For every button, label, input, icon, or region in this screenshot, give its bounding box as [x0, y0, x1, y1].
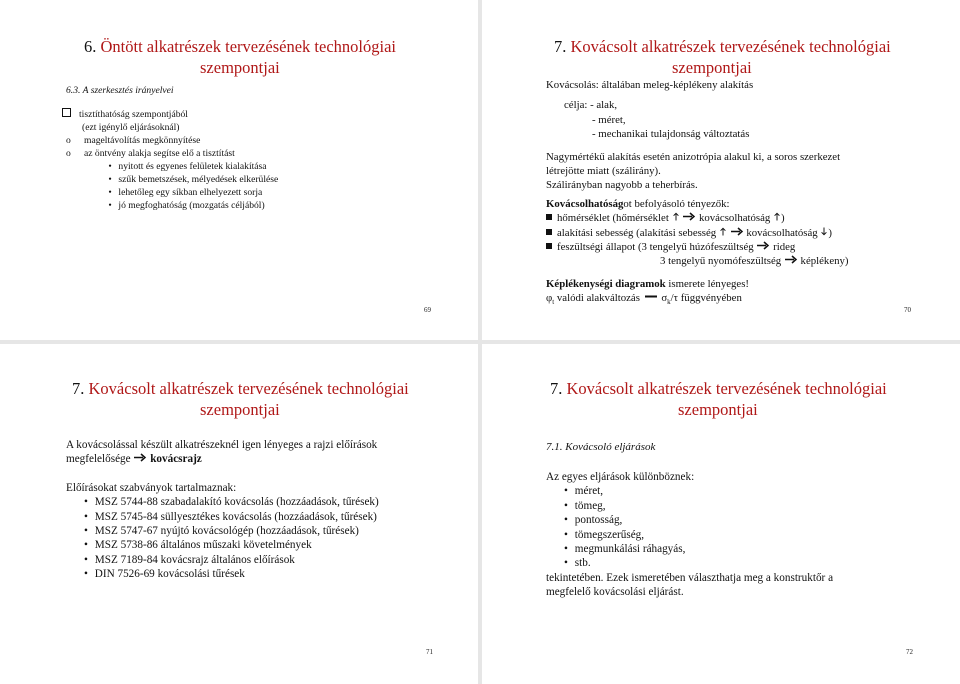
page-number: 69: [424, 306, 431, 314]
para-line: A kovácsolással készült alkatrészeknél igen lényeges a rajzi előírások: [66, 439, 378, 451]
para-line: Az egyes eljárások különböznek:: [546, 471, 695, 483]
factors-heading: Kovácsolhatóságot befolyásoló tényezők:: [546, 197, 730, 210]
checkbox-line: tisztíthatóság szempontjából: [62, 108, 278, 121]
title-number: 7.: [550, 379, 563, 398]
o-item: o az öntvény alakja segítse elő a tisztítást: [62, 147, 278, 160]
title-line2: szempontjai: [200, 58, 280, 77]
slide-page-72: [482, 344, 960, 684]
bullet-item: • szűk bemetszések, mélyedések elkerülése: [62, 173, 278, 186]
content-block: [546, 470, 833, 600]
para-line: Előírásokat szabványok tartalmaznak:: [66, 481, 237, 494]
content-block: [66, 438, 379, 582]
list-item: • pontosság,: [546, 513, 833, 527]
intro-line: Kovácsolás: általában meleg-képlékeny alakítás: [546, 79, 754, 91]
standard-item: • DIN 7526-69 kovácsolási tűrések: [66, 567, 379, 581]
bullet-item: • nyitott és egyenes felületek kialakítása: [62, 160, 278, 173]
standard-item: • MSZ 5747-67 nyújtó kovácsológép (hozzáadások, tűrések): [66, 524, 379, 538]
para-line: Szálirányban nagyobb a teherbírás.: [546, 179, 698, 192]
slide-page-71: [0, 344, 478, 684]
title-red-text: Kovácsolt alkatrészek tervezésének technológiai: [88, 379, 409, 398]
dash-line-icon: [643, 291, 659, 302]
section-subtitle: 6.3. A szerkesztés irányelvei: [66, 85, 174, 96]
standard-item: • MSZ 5744-88 szabadalakító kovácsolás (hozzáadások, tűrések): [66, 495, 379, 509]
slide-title: [550, 378, 887, 420]
dot-bullet-icon: •: [84, 553, 88, 566]
arrow-up-icon: [773, 211, 781, 222]
dot-bullet-icon: •: [108, 200, 112, 211]
para-line: Nagymértékű alakítás esetén anizotrópia alakul ki, a soros szerkezet: [546, 150, 841, 163]
bullet-item: • lehetőleg egy síkban elhelyezett sorja: [62, 186, 278, 199]
list-item: • megmunkálási ráhagyás,: [546, 542, 833, 556]
dot-bullet-icon: •: [108, 187, 112, 198]
dot-bullet-icon: •: [84, 539, 88, 552]
factor-item: hőmérséklet (hőmérséklet kovácsolhatóság ): [546, 211, 849, 225]
title-line2: szempontjai: [678, 400, 758, 419]
arrow-up-icon: [719, 226, 727, 237]
content-block: [546, 78, 849, 310]
note-line: (ezt igénylő eljárásoknál): [82, 122, 180, 133]
title-number: 7.: [554, 37, 567, 56]
circle-bullet-icon: o: [66, 135, 71, 146]
list-item: • tömeg,: [546, 499, 833, 513]
title-red-text: Kovácsolt alkatrészek tervezésének technológiai: [570, 37, 891, 56]
dot-bullet-icon: •: [84, 510, 88, 523]
slide-page-70: [482, 0, 960, 340]
para-line: megfelelő kovácsolási eljárást.: [546, 586, 684, 599]
square-bullet-icon: [546, 243, 552, 249]
page-number: 71: [426, 648, 433, 656]
title-red-text: Öntött alkatrészek tervezésének technológiai: [100, 37, 396, 56]
list-item: • stb.: [546, 556, 833, 570]
list-item: • méret,: [546, 484, 833, 498]
factor-item: 3 tengelyű nyomófeszültség képlékeny): [660, 255, 849, 268]
dot-bullet-icon: •: [108, 174, 112, 185]
checkbox-bullet-icon: [62, 108, 71, 117]
arrow-down-icon: [820, 226, 828, 237]
bullet-item: • jó megfoghatóság (mozgatás céljából): [62, 199, 278, 212]
dot-bullet-icon: •: [564, 557, 568, 570]
dot-bullet-icon: •: [564, 528, 568, 541]
standard-item: • MSZ 5745-84 süllyesztékes kovácsolás (hozzáadások, tűrések): [66, 510, 379, 524]
goal-line: - méret,: [592, 113, 626, 126]
arrow-right-icon: [133, 452, 147, 463]
slide-title: [554, 36, 891, 78]
arrow-right-icon: [730, 226, 744, 237]
title-number: 6.: [84, 37, 97, 56]
page-number: 70: [904, 306, 911, 314]
o-item: o mageltávolítás megkönnyítése: [62, 134, 278, 147]
slide-page-69: [0, 0, 478, 340]
para-line: létrejötte miatt (szálirány).: [546, 165, 661, 178]
content-block: [62, 108, 278, 212]
arrow-right-icon: [784, 254, 798, 265]
goal-line: célja: - alak,: [564, 99, 618, 112]
list-item: • tömegszerűség,: [546, 528, 833, 542]
title-number: 7.: [72, 379, 85, 398]
slide-title: [84, 36, 396, 78]
title-line2: szempontjai: [200, 400, 280, 419]
arrow-right-icon: [682, 211, 696, 222]
arrow-up-icon: [672, 211, 680, 222]
dot-bullet-icon: •: [564, 499, 568, 512]
section-subtitle: 7.1. Kovácsoló eljárások: [546, 441, 656, 453]
dot-bullet-icon: •: [108, 161, 112, 172]
square-bullet-icon: [546, 229, 552, 235]
page-number: 72: [906, 648, 913, 656]
para-line: megfelelősége kovácsrajz: [66, 453, 202, 466]
para-line: tekintetében. Ezek ismeretében választhatja meg a konstruktőr a: [546, 571, 834, 584]
dot-bullet-icon: •: [564, 514, 568, 527]
standard-item: • MSZ 5738-86 általános műszaki követelmények: [66, 538, 379, 552]
circle-bullet-icon: o: [66, 148, 71, 159]
dot-bullet-icon: •: [564, 485, 568, 498]
title-red-text: Kovácsolt alkatrészek tervezésének technológiai: [566, 379, 887, 398]
factor-item: alakítási sebesség (alakítási sebesség kovácsolhatóság ): [546, 226, 849, 240]
standard-item: • MSZ 7189-84 kovácsrajz általános előírások: [66, 553, 379, 567]
diagram-line: Képlékenységi diagramok ismerete lényeges!: [546, 277, 750, 290]
arrow-right-icon: [756, 240, 770, 251]
dot-bullet-icon: •: [84, 525, 88, 538]
dot-bullet-icon: •: [84, 496, 88, 509]
dot-bullet-icon: •: [564, 543, 568, 556]
phi-line: $\varphi_t$ valódi alakváltozás $\sigma_k/\tau$ függvényében: [546, 292, 742, 307]
factor-item: feszültségi állapot (3 tengelyű húzófeszültség rideg: [546, 240, 849, 254]
goal-line: - mechanikai tulajdonság változtatás: [592, 128, 750, 141]
square-bullet-icon: [546, 214, 552, 220]
title-line2: szempontjai: [672, 58, 752, 77]
slide-title: [72, 378, 409, 420]
dot-bullet-icon: •: [84, 568, 88, 581]
